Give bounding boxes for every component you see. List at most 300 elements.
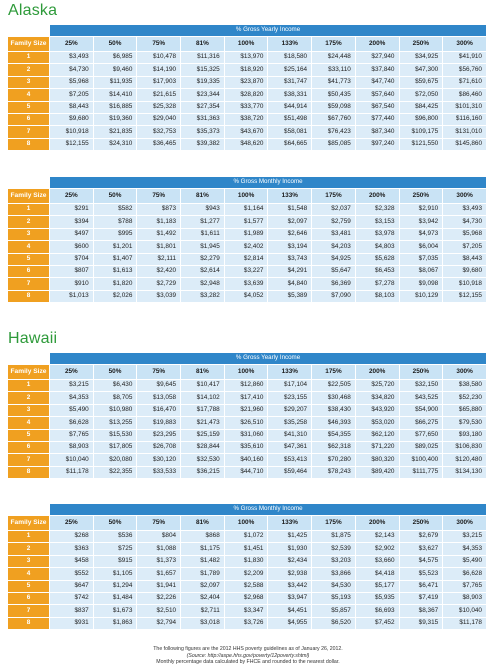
- income-cell: $3,743: [268, 253, 312, 265]
- income-cell: $23,344: [181, 89, 225, 101]
- column-header: 200%: [355, 189, 399, 204]
- caption-spacer: [8, 177, 50, 189]
- income-cell: $11,178: [50, 466, 94, 478]
- caption-spacer: [8, 353, 50, 365]
- table-row: [8, 592, 487, 604]
- income-cell: $23,155: [268, 392, 312, 404]
- income-cell: $12,155: [50, 138, 94, 150]
- income-cell: $4,840: [268, 278, 312, 290]
- income-cell: $33,533: [137, 466, 181, 478]
- column-header: 25%: [50, 37, 94, 52]
- table-row: [8, 89, 487, 101]
- table-row: [8, 404, 487, 416]
- income-cell: $71,220: [355, 441, 399, 453]
- footnote-line-1: The following figures are the 2012 HHS poverty guidelines as of January 26, 2012.: [153, 646, 343, 652]
- income-cell: $14,190: [137, 64, 181, 76]
- income-cell: $145,860: [443, 138, 487, 150]
- table-row: [8, 380, 487, 392]
- income-cell: $32,150: [399, 380, 443, 392]
- income-cell: $26,708: [137, 441, 181, 453]
- income-cell: $2,434: [268, 555, 312, 567]
- family-size-cell: 2: [8, 543, 50, 555]
- family-size-cell: 2: [8, 392, 50, 404]
- income-cell: $11,316: [181, 52, 225, 64]
- income-cell: $38,720: [224, 113, 268, 125]
- income-cell: $44,914: [268, 101, 312, 113]
- income-cell: $116,160: [443, 113, 487, 125]
- income-cell: $3,194: [268, 241, 312, 253]
- income-cell: $18,580: [268, 52, 312, 64]
- income-cell: $5,968: [50, 76, 94, 88]
- income-cell: $71,610: [443, 76, 487, 88]
- income-cell: $34,925: [399, 52, 443, 64]
- column-header: 300%: [443, 365, 487, 380]
- income-cell: $7,090: [312, 290, 356, 302]
- income-cell: $8,903: [443, 592, 487, 604]
- section-title-alaska: Alaska: [8, 2, 58, 19]
- income-cell: $65,880: [443, 404, 487, 416]
- income-cell: $12,860: [224, 380, 268, 392]
- income-cell: $22,355: [93, 466, 137, 478]
- income-cell: $1,577: [224, 216, 268, 228]
- income-cell: $31,060: [224, 429, 268, 441]
- income-cell: $3,153: [355, 216, 399, 228]
- column-header: 75%: [137, 365, 181, 380]
- table-caption: % Gross Monthly Income: [50, 504, 487, 516]
- income-cell: $32,530: [181, 454, 225, 466]
- income-cell: $6,471: [399, 580, 443, 592]
- column-header: 50%: [93, 365, 137, 380]
- income-cell: $10,918: [50, 126, 94, 138]
- family-size-cell: 6: [8, 592, 50, 604]
- column-header: 50%: [93, 189, 137, 204]
- income-cell: $9,680: [443, 265, 487, 277]
- income-cell: $2,037: [312, 204, 356, 216]
- income-cell: $5,389: [268, 290, 312, 302]
- income-cell: $3,978: [355, 228, 399, 240]
- income-cell: $7,035: [399, 253, 443, 265]
- family-size-cell: 8: [8, 466, 50, 478]
- income-cell: $9,098: [399, 278, 443, 290]
- income-cell: $12,155: [443, 290, 487, 302]
- column-header: 200%: [355, 516, 399, 531]
- income-cell: $3,481: [312, 228, 356, 240]
- income-cell: $17,903: [137, 76, 181, 88]
- income-cell: $32,753: [137, 126, 181, 138]
- income-cell: $2,097: [268, 216, 312, 228]
- income-cell: $2,510: [137, 605, 181, 617]
- table-row: [8, 617, 487, 629]
- income-cell: $3,018: [181, 617, 225, 629]
- income-cell: $36,215: [181, 466, 225, 478]
- income-cell: $53,020: [355, 417, 399, 429]
- income-cell: $1,673: [93, 605, 137, 617]
- income-cell: $1,105: [93, 568, 137, 580]
- table-row: [8, 101, 487, 113]
- income-cell: $3,282: [181, 290, 225, 302]
- income-cell: $38,331: [268, 89, 312, 101]
- table-row: [8, 216, 487, 228]
- income-cell: $51,498: [268, 113, 312, 125]
- income-cell: $1,088: [137, 543, 181, 555]
- income-cell: $1,425: [268, 531, 312, 543]
- income-cell: $17,410: [224, 392, 268, 404]
- income-cell: $16,470: [137, 404, 181, 416]
- income-cell: $1,484: [93, 592, 137, 604]
- income-cell: $4,291: [268, 265, 312, 277]
- column-header: 133%: [268, 37, 312, 52]
- income-cell: $3,866: [312, 568, 356, 580]
- income-cell: $3,947: [268, 592, 312, 604]
- income-cell: $93,180: [443, 429, 487, 441]
- income-cell: $109,175: [399, 126, 443, 138]
- table-row: [8, 568, 487, 580]
- family-size-cell: 2: [8, 64, 50, 76]
- income-cell: $4,353: [50, 392, 94, 404]
- income-cell: $6,628: [50, 417, 94, 429]
- income-cell: $6,520: [312, 617, 356, 629]
- income-cell: $5,177: [355, 580, 399, 592]
- income-cell: $2,646: [268, 228, 312, 240]
- income-cell: $3,942: [399, 216, 443, 228]
- income-cell: $16,885: [93, 101, 137, 113]
- income-cell: $8,443: [443, 253, 487, 265]
- family-size-cell: 2: [8, 216, 50, 228]
- income-cell: $725: [93, 543, 137, 555]
- income-cell: $35,373: [181, 126, 225, 138]
- income-cell: $3,493: [50, 52, 94, 64]
- income-cell: $7,419: [399, 592, 443, 604]
- column-header: 100%: [224, 37, 268, 52]
- income-cell: $1,801: [137, 241, 181, 253]
- family-size-cell: 1: [8, 380, 50, 392]
- income-cell: $35,610: [224, 441, 268, 453]
- table-row: [8, 76, 487, 88]
- table-row: [8, 138, 487, 150]
- income-cell: $552: [50, 568, 94, 580]
- income-cell: $3,639: [224, 278, 268, 290]
- footnote-line-2: (Source: http://aspe.hhs.gov/poverty/12poverty.shtml): [186, 652, 310, 659]
- income-cell: $33,110: [312, 64, 356, 76]
- income-cell: $10,417: [181, 380, 225, 392]
- family-size-cell: 7: [8, 454, 50, 466]
- income-cell: $15,530: [93, 429, 137, 441]
- income-cell: $2,420: [137, 265, 181, 277]
- income-cell: $2,948: [181, 278, 225, 290]
- income-cell: $4,803: [355, 241, 399, 253]
- income-cell: $10,040: [443, 605, 487, 617]
- caption-spacer: [8, 25, 50, 37]
- income-cell: $2,097: [181, 580, 225, 592]
- income-cell: $25,328: [137, 101, 181, 113]
- income-cell: $77,440: [355, 113, 399, 125]
- income-cell: $21,835: [93, 126, 137, 138]
- income-cell: $29,040: [137, 113, 181, 125]
- income-cell: $2,539: [312, 543, 356, 555]
- income-cell: $3,726: [224, 617, 268, 629]
- income-cell: $26,510: [224, 417, 268, 429]
- column-header: 300%: [443, 189, 487, 204]
- income-cell: $1,492: [137, 228, 181, 240]
- income-cell: $1,451: [224, 543, 268, 555]
- income-cell: $54,355: [312, 429, 356, 441]
- income-cell: $101,310: [443, 101, 487, 113]
- income-cell: $46,393: [312, 417, 356, 429]
- income-cell: $1,613: [93, 265, 137, 277]
- family-size-cell: 7: [8, 605, 50, 617]
- income-cell: $120,480: [443, 454, 487, 466]
- income-cell: $1,407: [93, 253, 137, 265]
- income-cell: $2,111: [137, 253, 181, 265]
- column-header: 175%: [312, 189, 356, 204]
- income-cell: $1,277: [181, 216, 225, 228]
- income-cell: $43,525: [399, 392, 443, 404]
- table-row: [8, 253, 487, 265]
- income-cell: $10,478: [137, 52, 181, 64]
- table-row: [8, 531, 487, 543]
- income-cell: $22,505: [312, 380, 356, 392]
- income-cell: $58,081: [268, 126, 312, 138]
- table-row: [8, 113, 487, 125]
- income-cell: $21,473: [181, 417, 225, 429]
- income-cell: $19,883: [137, 417, 181, 429]
- income-cell: $6,369: [312, 278, 356, 290]
- income-cell: $79,530: [443, 417, 487, 429]
- income-cell: $868: [181, 531, 225, 543]
- income-cell: $2,614: [181, 265, 225, 277]
- income-cell: $394: [50, 216, 94, 228]
- income-cell: $84,425: [399, 101, 443, 113]
- table-row: [8, 543, 487, 555]
- column-header: 300%: [443, 37, 487, 52]
- income-cell: $33,770: [224, 101, 268, 113]
- income-cell: $14,102: [181, 392, 225, 404]
- income-cell: $2,279: [181, 253, 225, 265]
- column-header: 75%: [137, 516, 181, 531]
- income-cell: $9,680: [50, 113, 94, 125]
- income-cell: $8,103: [355, 290, 399, 302]
- family-size-cell: 7: [8, 126, 50, 138]
- income-cell: $4,052: [224, 290, 268, 302]
- column-header: 100%: [224, 365, 268, 380]
- income-cell: $2,328: [355, 204, 399, 216]
- table-row: [8, 290, 487, 302]
- income-cell: $7,452: [355, 617, 399, 629]
- income-cell: $931: [50, 617, 94, 629]
- income-cell: $76,423: [312, 126, 356, 138]
- income-cell: $15,325: [181, 64, 225, 76]
- table-row: [8, 605, 487, 617]
- family-size-cell: 5: [8, 580, 50, 592]
- footnote-line-3: Monthly percentage data calculated by FHCE and rounded to the nearest dollar.: [156, 659, 340, 665]
- income-cell: $1,164: [224, 204, 268, 216]
- income-cell: $100,400: [399, 454, 443, 466]
- income-cell: $96,800: [399, 113, 443, 125]
- income-cell: $1,789: [181, 568, 225, 580]
- family-size-cell: 3: [8, 404, 50, 416]
- column-header: 81%: [181, 189, 225, 204]
- column-header: 75%: [137, 37, 181, 52]
- income-cell: $21,960: [224, 404, 268, 416]
- family-size-cell: 5: [8, 429, 50, 441]
- income-cell: $7,765: [50, 429, 94, 441]
- column-header: 25%: [50, 516, 94, 531]
- income-cell: $2,404: [181, 592, 225, 604]
- income-cell: $582: [93, 204, 137, 216]
- income-cell: $1,820: [93, 278, 137, 290]
- income-cell: $7,205: [443, 241, 487, 253]
- income-cell: $131,010: [443, 126, 487, 138]
- column-header: 133%: [268, 516, 312, 531]
- column-header: 250%: [399, 37, 443, 52]
- income-cell: $111,775: [399, 466, 443, 478]
- income-cell: $7,765: [443, 580, 487, 592]
- column-header: 300%: [443, 516, 487, 531]
- alaska-monthly-table: [7, 176, 487, 303]
- column-header: 25%: [50, 189, 94, 204]
- income-cell: $1,482: [181, 555, 225, 567]
- table-row: [8, 454, 487, 466]
- family-size-cell: 6: [8, 113, 50, 125]
- family-size-cell: 3: [8, 228, 50, 240]
- income-cell: $67,540: [355, 101, 399, 113]
- income-cell: $2,026: [93, 290, 137, 302]
- income-cell: $59,675: [399, 76, 443, 88]
- income-cell: $5,193: [312, 592, 356, 604]
- income-cell: $86,460: [443, 89, 487, 101]
- table-row: [8, 228, 487, 240]
- income-cell: $536: [93, 531, 137, 543]
- income-cell: $85,085: [312, 138, 356, 150]
- family-size-header: Family Size: [8, 365, 50, 380]
- income-cell: $915: [93, 555, 137, 567]
- income-cell: $13,255: [93, 417, 137, 429]
- section-title-hawaii: Hawaii: [8, 330, 58, 347]
- income-cell: $8,903: [50, 441, 94, 453]
- column-header: 100%: [224, 189, 268, 204]
- table-row: [8, 555, 487, 567]
- income-cell: $3,627: [399, 543, 443, 555]
- column-header: 250%: [399, 189, 443, 204]
- column-header: 25%: [50, 365, 94, 380]
- income-cell: $28,844: [181, 441, 225, 453]
- income-cell: $27,940: [355, 52, 399, 64]
- income-cell: $497: [50, 228, 94, 240]
- income-cell: $10,918: [443, 278, 487, 290]
- family-size-cell: 4: [8, 568, 50, 580]
- income-cell: $2,938: [268, 568, 312, 580]
- column-header: 50%: [93, 37, 137, 52]
- income-cell: $5,857: [312, 605, 356, 617]
- income-cell: $2,902: [355, 543, 399, 555]
- income-cell: $2,794: [137, 617, 181, 629]
- family-size-cell: 1: [8, 204, 50, 216]
- income-cell: $66,275: [399, 417, 443, 429]
- hawaii-monthly-table: [7, 503, 487, 630]
- income-cell: $837: [50, 605, 94, 617]
- income-cell: $43,670: [224, 126, 268, 138]
- income-cell: $2,729: [137, 278, 181, 290]
- income-cell: $1,863: [93, 617, 137, 629]
- column-header: 250%: [399, 516, 443, 531]
- income-cell: $13,058: [137, 392, 181, 404]
- table-caption: % Gross Yearly Income: [50, 353, 487, 365]
- hawaii-yearly-table: [7, 352, 487, 479]
- column-header: 75%: [137, 189, 181, 204]
- income-cell: $788: [93, 216, 137, 228]
- income-cell: $7,278: [355, 278, 399, 290]
- income-cell: $37,840: [355, 64, 399, 76]
- family-size-cell: 8: [8, 290, 50, 302]
- income-cell: $873: [137, 204, 181, 216]
- income-cell: $8,705: [93, 392, 137, 404]
- income-cell: $1,072: [224, 531, 268, 543]
- income-cell: $67,760: [312, 113, 356, 125]
- table-row: [8, 265, 487, 277]
- income-cell: $23,295: [137, 429, 181, 441]
- income-cell: $3,039: [137, 290, 181, 302]
- table-caption: % Gross Monthly Income: [50, 177, 487, 189]
- column-header: 200%: [355, 365, 399, 380]
- family-size-cell: 5: [8, 253, 50, 265]
- income-cell: $19,360: [93, 113, 137, 125]
- income-cell: $2,711: [181, 605, 225, 617]
- income-cell: $97,240: [355, 138, 399, 150]
- income-cell: $48,620: [224, 138, 268, 150]
- income-cell: $17,805: [93, 441, 137, 453]
- column-header: 200%: [355, 37, 399, 52]
- income-cell: $4,418: [355, 568, 399, 580]
- income-cell: $2,968: [224, 592, 268, 604]
- family-size-cell: 5: [8, 101, 50, 113]
- income-cell: $17,104: [268, 380, 312, 392]
- income-cell: $2,226: [137, 592, 181, 604]
- income-cell: $23,870: [224, 76, 268, 88]
- income-cell: $5,968: [443, 228, 487, 240]
- family-size-cell: 3: [8, 555, 50, 567]
- income-cell: $5,935: [355, 592, 399, 604]
- income-cell: $9,645: [137, 380, 181, 392]
- table-row: [8, 64, 487, 76]
- income-cell: $5,490: [443, 555, 487, 567]
- income-cell: $39,382: [181, 138, 225, 150]
- income-cell: $1,201: [93, 241, 137, 253]
- income-cell: $8,443: [50, 101, 94, 113]
- income-cell: $44,710: [224, 466, 268, 478]
- table-row: [8, 429, 487, 441]
- income-cell: $5,647: [312, 265, 356, 277]
- income-cell: $40,160: [224, 454, 268, 466]
- income-cell: $2,402: [224, 241, 268, 253]
- income-cell: $52,230: [443, 392, 487, 404]
- income-cell: $4,353: [443, 543, 487, 555]
- income-cell: $1,941: [137, 580, 181, 592]
- income-cell: $2,814: [224, 253, 268, 265]
- column-header: 81%: [181, 365, 225, 380]
- income-cell: $20,080: [93, 454, 137, 466]
- caption-spacer: [8, 504, 50, 516]
- table-row: [8, 466, 487, 478]
- income-cell: $1,175: [181, 543, 225, 555]
- income-cell: $38,430: [312, 404, 356, 416]
- income-cell: $943: [181, 204, 225, 216]
- income-cell: $6,453: [355, 265, 399, 277]
- column-header: 175%: [312, 516, 356, 531]
- income-cell: $2,910: [399, 204, 443, 216]
- family-size-cell: 6: [8, 441, 50, 453]
- income-cell: $62,120: [355, 429, 399, 441]
- family-size-cell: 1: [8, 531, 50, 543]
